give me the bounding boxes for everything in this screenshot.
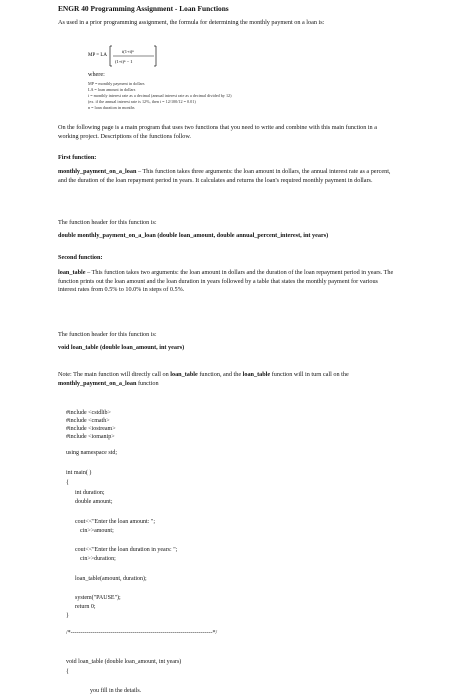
header-intro-1: The function header for this function is:: [58, 219, 157, 226]
overview-paragraph: On the following page is a main program that uses two functions that you need to write and combine with this main function in a working project. Descriptions of the functions follow.: [58, 124, 377, 140]
where-item: (ex. if the annual interest rate is 12%, then i = 12/100/12 = 0.01): [88, 99, 196, 104]
code-open-brace: {: [66, 480, 69, 486]
where-item: i = monthly interest rate as a decimal (annual interest rate as a decimal divided by 12): [88, 93, 232, 98]
first-function-heading: First function:: [58, 154, 97, 161]
header-intro-2: The function header for this function is:: [58, 331, 157, 338]
code-statement: cout<<"Enter the loan duration in years: ";: [75, 547, 178, 553]
code-statement: return 0;: [75, 604, 96, 610]
where-item: MP = monthly payment in dollars: [88, 81, 145, 86]
code-placeholder: you fill in the details.: [90, 688, 142, 694]
code-statement: system("PAUSE");: [75, 595, 121, 601]
formula-denominator: (1+i)ⁿ − 1: [115, 59, 133, 64]
code-statement: loan_table(amount, duration);: [75, 576, 147, 582]
where-item: LA = loan amount in dollars: [88, 87, 136, 92]
code-main-signature: int main( ): [66, 470, 92, 476]
code-function-signature: void loan_table (double loan_amount, int years): [66, 659, 182, 665]
intro-paragraph: As used in a prior programming assignment, the formula for determining the monthly payment on a loan is:: [58, 19, 325, 26]
code-statement: cin>>duration;: [80, 556, 116, 562]
code-include: #include <cmath>: [66, 418, 110, 424]
second-function-header: void loan_table (double loan_amount, int years): [58, 344, 185, 351]
code-close-brace: }: [66, 613, 69, 619]
code-declaration: double amount;: [75, 499, 113, 505]
where-item: n = loan duration in months: [88, 105, 135, 110]
code-include: #include <iomanip>: [66, 434, 115, 440]
code-include: #include <cstdlib>: [66, 410, 111, 416]
code-divider: /*-----------------------------------------------------------------------*/: [66, 630, 218, 636]
second-function-description: loan_table – This function takes two arguments: the loan amount in dollars and the duration of the loan repayment period in years. The function prints out the loan amount and the loan duration in years followed by a table that states the monthly payment for various interest rates from 0.5% to 10.0% in steps of 0.5%.: [58, 269, 394, 294]
first-function-header: double monthly_payment_on_a_loan (double loan_amount, double annual_percent_interest, int years): [58, 232, 329, 239]
where-label: where:: [88, 71, 105, 78]
first-function-name: monthly_payment_on_a_loan: [58, 168, 137, 175]
code-using: using namespace std;: [66, 450, 117, 456]
code-declaration: int duration;: [75, 490, 105, 496]
first-function-description: monthly_payment_on_a_loan – This function takes three arguments: the loan amount in dollars, the annual interest rate as a percent, and the duration of the loan repayment period in years. It calculates and returns the loan's required monthly payment in dollars.: [58, 168, 391, 184]
formula-numerator: i(1+i)ⁿ: [122, 49, 134, 54]
formula-lhs: MP = LA: [88, 53, 108, 58]
payment-formula: [88, 42, 183, 68]
note-paragraph: Note: The main function will directly call on loan_table function, and the loan_table function will in turn call on the monthly_payment_on_a_loan function: [58, 371, 349, 387]
code-open-brace: {: [66, 669, 69, 675]
code-statement: cout<<"Enter the loan amount: ";: [75, 519, 155, 525]
code-statement: cin>>amount;: [80, 528, 114, 534]
second-function-heading: Second function:: [58, 254, 103, 261]
code-include: #include <iostream>: [66, 426, 116, 432]
document-title: ENGR 40 Programming Assignment - Loan Functions: [58, 4, 229, 13]
second-function-name: loan_table: [58, 269, 86, 276]
